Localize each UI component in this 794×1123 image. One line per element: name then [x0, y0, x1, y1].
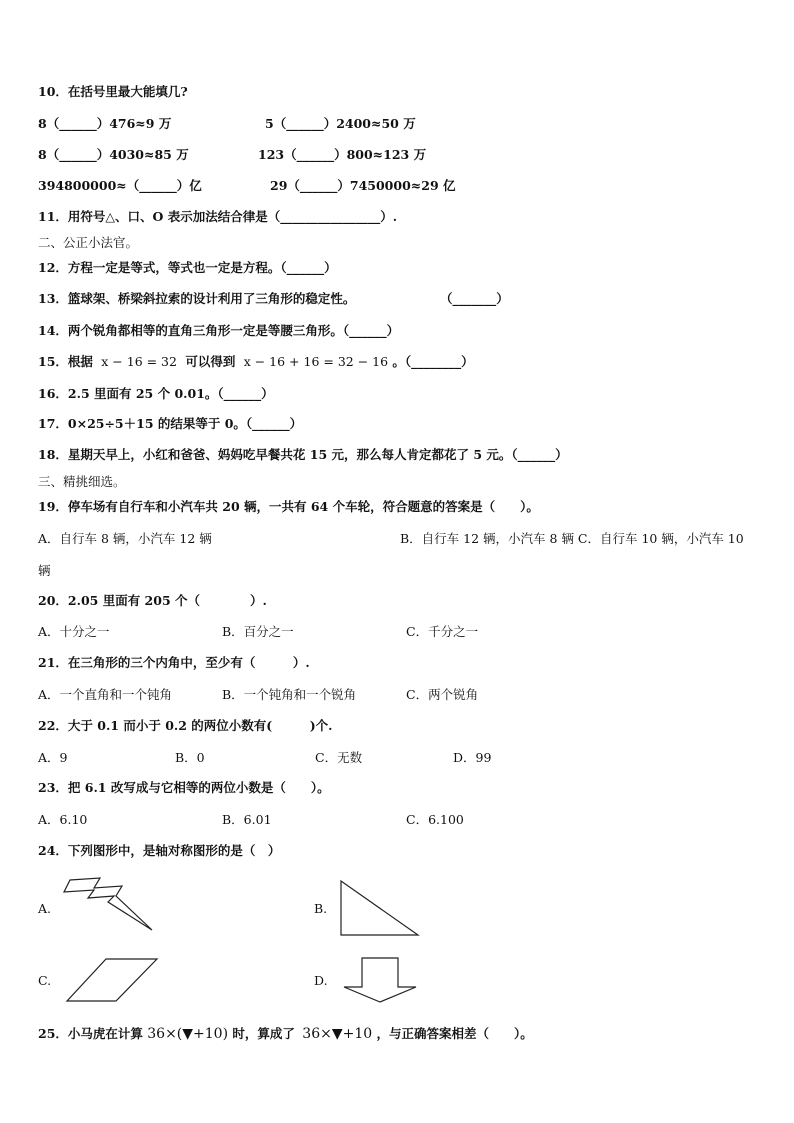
q15 [38, 354, 474, 370]
q21-option-c: C．两个锐角 [406, 687, 479, 702]
q10-item-d: 123（______）800≈123 万 [258, 147, 427, 162]
q24-label-a: A. [38, 901, 52, 916]
q12: 12．方程一定是等式，等式也一定是方程。（______） [38, 260, 337, 275]
q25-mid: 时，算成了 [232, 1026, 295, 1041]
lightning-bolt-shape [62, 876, 157, 934]
q23-option-c: C．6.100 [406, 812, 464, 827]
q15-prefix: 15．根据 [38, 354, 93, 369]
q15-equation-2: x − 16 + 16 = 32 − 16 [243, 354, 389, 369]
q22-option-b: B．0 [175, 750, 205, 765]
q25-expression-1: 36×(▼+10) [147, 1026, 229, 1042]
q23-option-b: B．6.01 [222, 812, 272, 827]
q20-option-c: C．千分之一 [406, 624, 479, 639]
q24-stem: 24．下列图形中，是轴对称图形的是（ ） [38, 843, 281, 858]
q25 [38, 1026, 533, 1042]
parallelogram-shape [64, 956, 160, 1004]
q22-stem: 22．大于 0.1 而小于 0.2 的两位小数有( )个. [38, 718, 333, 733]
q21-stem: 21．在三角形的三个内角中，至少有（ ）. [38, 655, 310, 670]
q20-option-b: B．百分之一 [222, 624, 294, 639]
q21-option-a: A．一个直角和一个钝角 [38, 687, 173, 702]
q22-option-c: C．无数 [315, 750, 363, 765]
q25-expression-2: 36×▼+10 [302, 1026, 373, 1042]
q19-stem: 19．停车场有自行车和小汽车共 20 辆，一共有 64 个车轮，符合题意的答案是（ ）。 [38, 499, 539, 514]
section-2-heading: 二、公正小法官。 [38, 235, 139, 250]
q10-item-b: 5（______）2400≈50 万 [265, 116, 416, 131]
q25-prefix: 25．小马虎在计算 [38, 1026, 143, 1041]
q10-item-a: 8（______）476≈9 万 [38, 116, 172, 131]
q10-item-e: 394800000≈（______）亿 [38, 178, 202, 193]
q20-option-a: A．十分之一 [38, 624, 110, 639]
q21-option-b: B．一个钝角和一个锐角 [222, 687, 357, 702]
q10-item-c: 8（______）4030≈85 万 [38, 147, 189, 162]
q13-stem: 13．篮球架、桥梁斜拉索的设计利用了三角形的稳定性。 [38, 291, 356, 306]
q10-stem: 10．在括号里最大能填几? [38, 84, 188, 99]
q15-equation-1: x − 16 = 32 [101, 354, 177, 369]
q14: 14．两个锐角都相等的直角三角形一定是等腰三角形。（______） [38, 323, 400, 338]
q24-label-b: B. [314, 901, 328, 916]
q19-option-bc: B．自行车 12 辆，小汽车 8 辆 C．自行车 10 辆，小汽车 10 [400, 531, 744, 546]
down-arrow-shape [340, 955, 420, 1005]
q25-suffix: ，与正确答案相差（ ）。 [376, 1026, 533, 1041]
q18: 18．星期天早上，小红和爸爸、妈妈吃早餐共花 15 元，那么每人肯定都花了 5 元。（______） [38, 447, 568, 462]
q24-label-d: D. [314, 973, 328, 988]
right-triangle-shape [338, 878, 422, 938]
q15-mid: 可以得到 [185, 354, 236, 369]
section-3-heading: 三、精挑细选。 [38, 474, 126, 489]
q10-item-f: 29（______）7450000≈29 亿 [270, 178, 456, 193]
q15-suffix: 。（________） [392, 354, 474, 369]
q11: 11．用符号△、口、O 表示加法结合律是（________________）. [38, 209, 398, 224]
q20-stem: 20．2.05 里面有 205 个（ ）. [38, 593, 267, 608]
q23-stem: 23．把 6.1 改写成与它相等的两位小数是（ ）。 [38, 780, 330, 795]
q19-wrap: 辆 [38, 563, 51, 578]
q22-option-d: D．99 [453, 750, 492, 765]
q23-option-a: A．6.10 [38, 812, 88, 827]
q17: 17．0×25÷5＋15 的结果等于 0。（______） [38, 416, 303, 431]
q16: 16．2.5 里面有 25 个 0.01。（______） [38, 386, 274, 401]
q19-option-a: A．自行车 8 辆，小汽车 12 辆 [38, 531, 212, 546]
q13-blank: （_______） [440, 291, 509, 306]
q24-label-c: C. [38, 973, 52, 988]
q22-option-a: A．9 [38, 750, 68, 765]
